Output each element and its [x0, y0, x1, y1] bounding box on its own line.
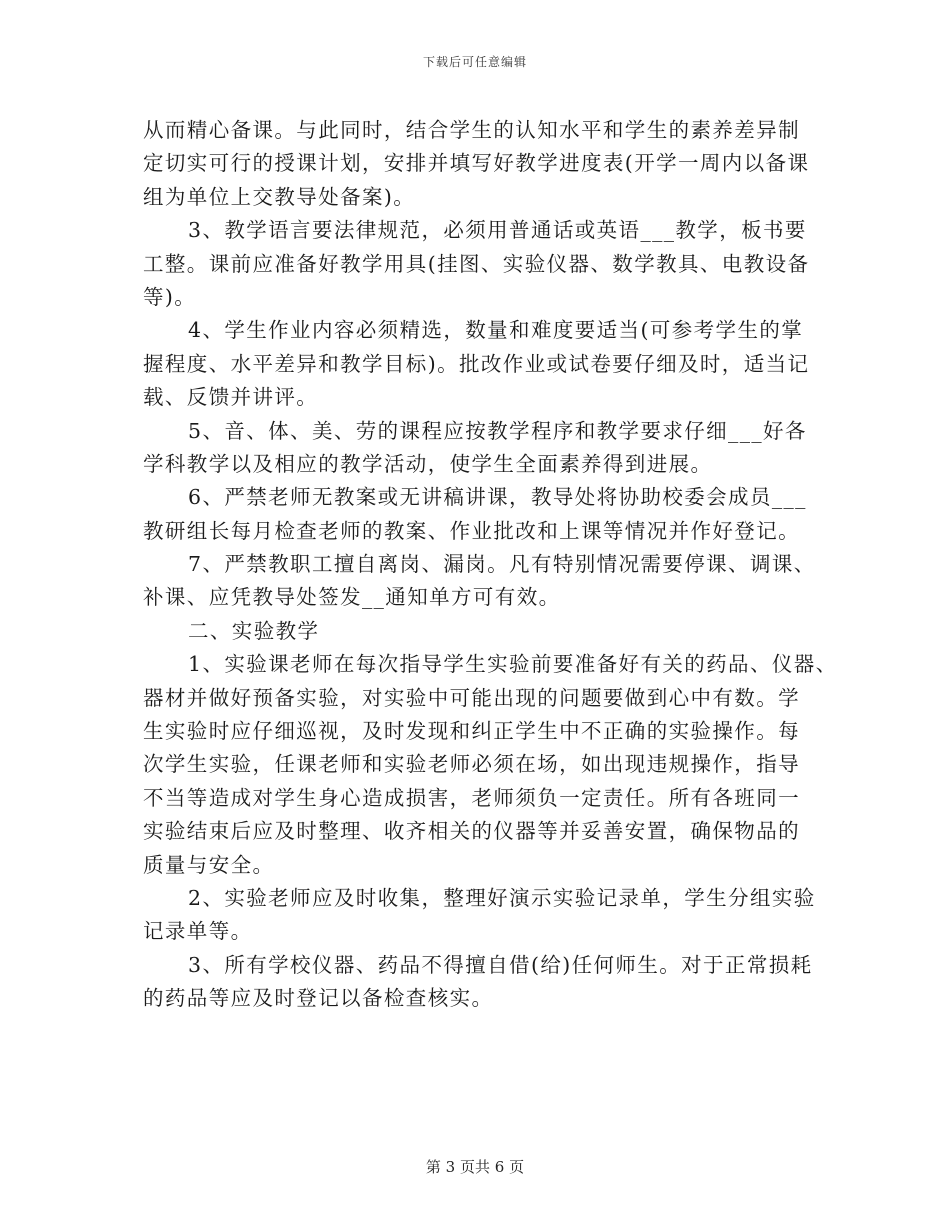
text-line: 5、音、体、美、劳的课程应按教学程序和教学要求仔细___好各	[188, 418, 807, 443]
text-line: 质量与安全。	[143, 852, 275, 877]
text-line: 次学生实验，任课老师和实验老师必须在场，如出现违规操作，指导	[143, 752, 800, 777]
text-line: 生实验时应仔细巡视，及时发现和纠正学生中不正确的实验操作。每	[143, 719, 800, 744]
text-line: 组为单位上交教导处备案)。	[143, 184, 416, 209]
text-line: 的药品等应及时登记以备检查核实。	[143, 986, 494, 1011]
text-line: 工整。课前应准备好教学用具(挂图、实验仪器、数学教具、电教设备	[143, 251, 810, 276]
text-line: 学科教学以及相应的教学活动，使学生全面素养得到进展。	[143, 451, 713, 476]
document-body	[143, 114, 838, 1016]
text-line: 4、学生作业内容必须精选，数量和难度要适当(可参考学生的掌	[188, 318, 804, 343]
text-line: 定切实可行的授课计划，安排并填写好教学进度表(开学一周内以备课	[143, 151, 810, 176]
text-line: 1、实验课老师在每次指导学生实验前要准备好有关的药品、仪器、	[188, 652, 838, 677]
text-line: 从而精心备课。与此同时，结合学生的认知水平和学生的素养差异制	[143, 118, 800, 142]
text-line: 实验结束后应及时整理、收齐相关的仪器等并妥善安置，确保物品的	[143, 819, 800, 844]
text-line: 等)。	[143, 284, 197, 309]
text-line: 载、反馈并讲评。	[143, 385, 319, 410]
text-line: 记录单等。	[143, 919, 253, 944]
text-line: 器材并做好预备实验，对实验中可能出现的问题要做到心中有数。学	[143, 685, 800, 710]
text-line: 二、实验教学	[188, 618, 320, 643]
text-line: 2、实验老师应及时收集，整理好演示实验记录单，学生分组实验	[188, 885, 816, 910]
text-line: 6、严禁老师无教案或无讲稿讲课，教导处将协助校委会成员___	[188, 485, 807, 510]
text-line: 不当等造成对学生身心造成损害，老师须负一定责任。所有各班同一	[143, 785, 800, 810]
text-line: 3、教学语言要法律规范，必须用普通话或英语___教学，板书要	[188, 218, 807, 243]
text-line: 3、所有学校仪器、药品不得擅自借(给)任何师生。对于正常损耗	[188, 952, 813, 977]
text-line: 教研组长每月检查老师的教案、作业批改和上课等情况并作好登记。	[143, 518, 800, 543]
page-footer: 第 3 页共 6 页	[425, 1158, 525, 1176]
text-line: 握程度、水平差异和教学目标)。批改作业或试卷要仔细及时，适当记	[143, 351, 810, 376]
page-header: 下载后可任意编辑	[422, 55, 527, 69]
text-line: 补课、应凭教导处签发__通知单方可有效。	[143, 585, 561, 610]
text-line: 7、严禁教职工擅自离岗、漏岗。凡有特别情况需要停课、调课、	[188, 552, 816, 577]
